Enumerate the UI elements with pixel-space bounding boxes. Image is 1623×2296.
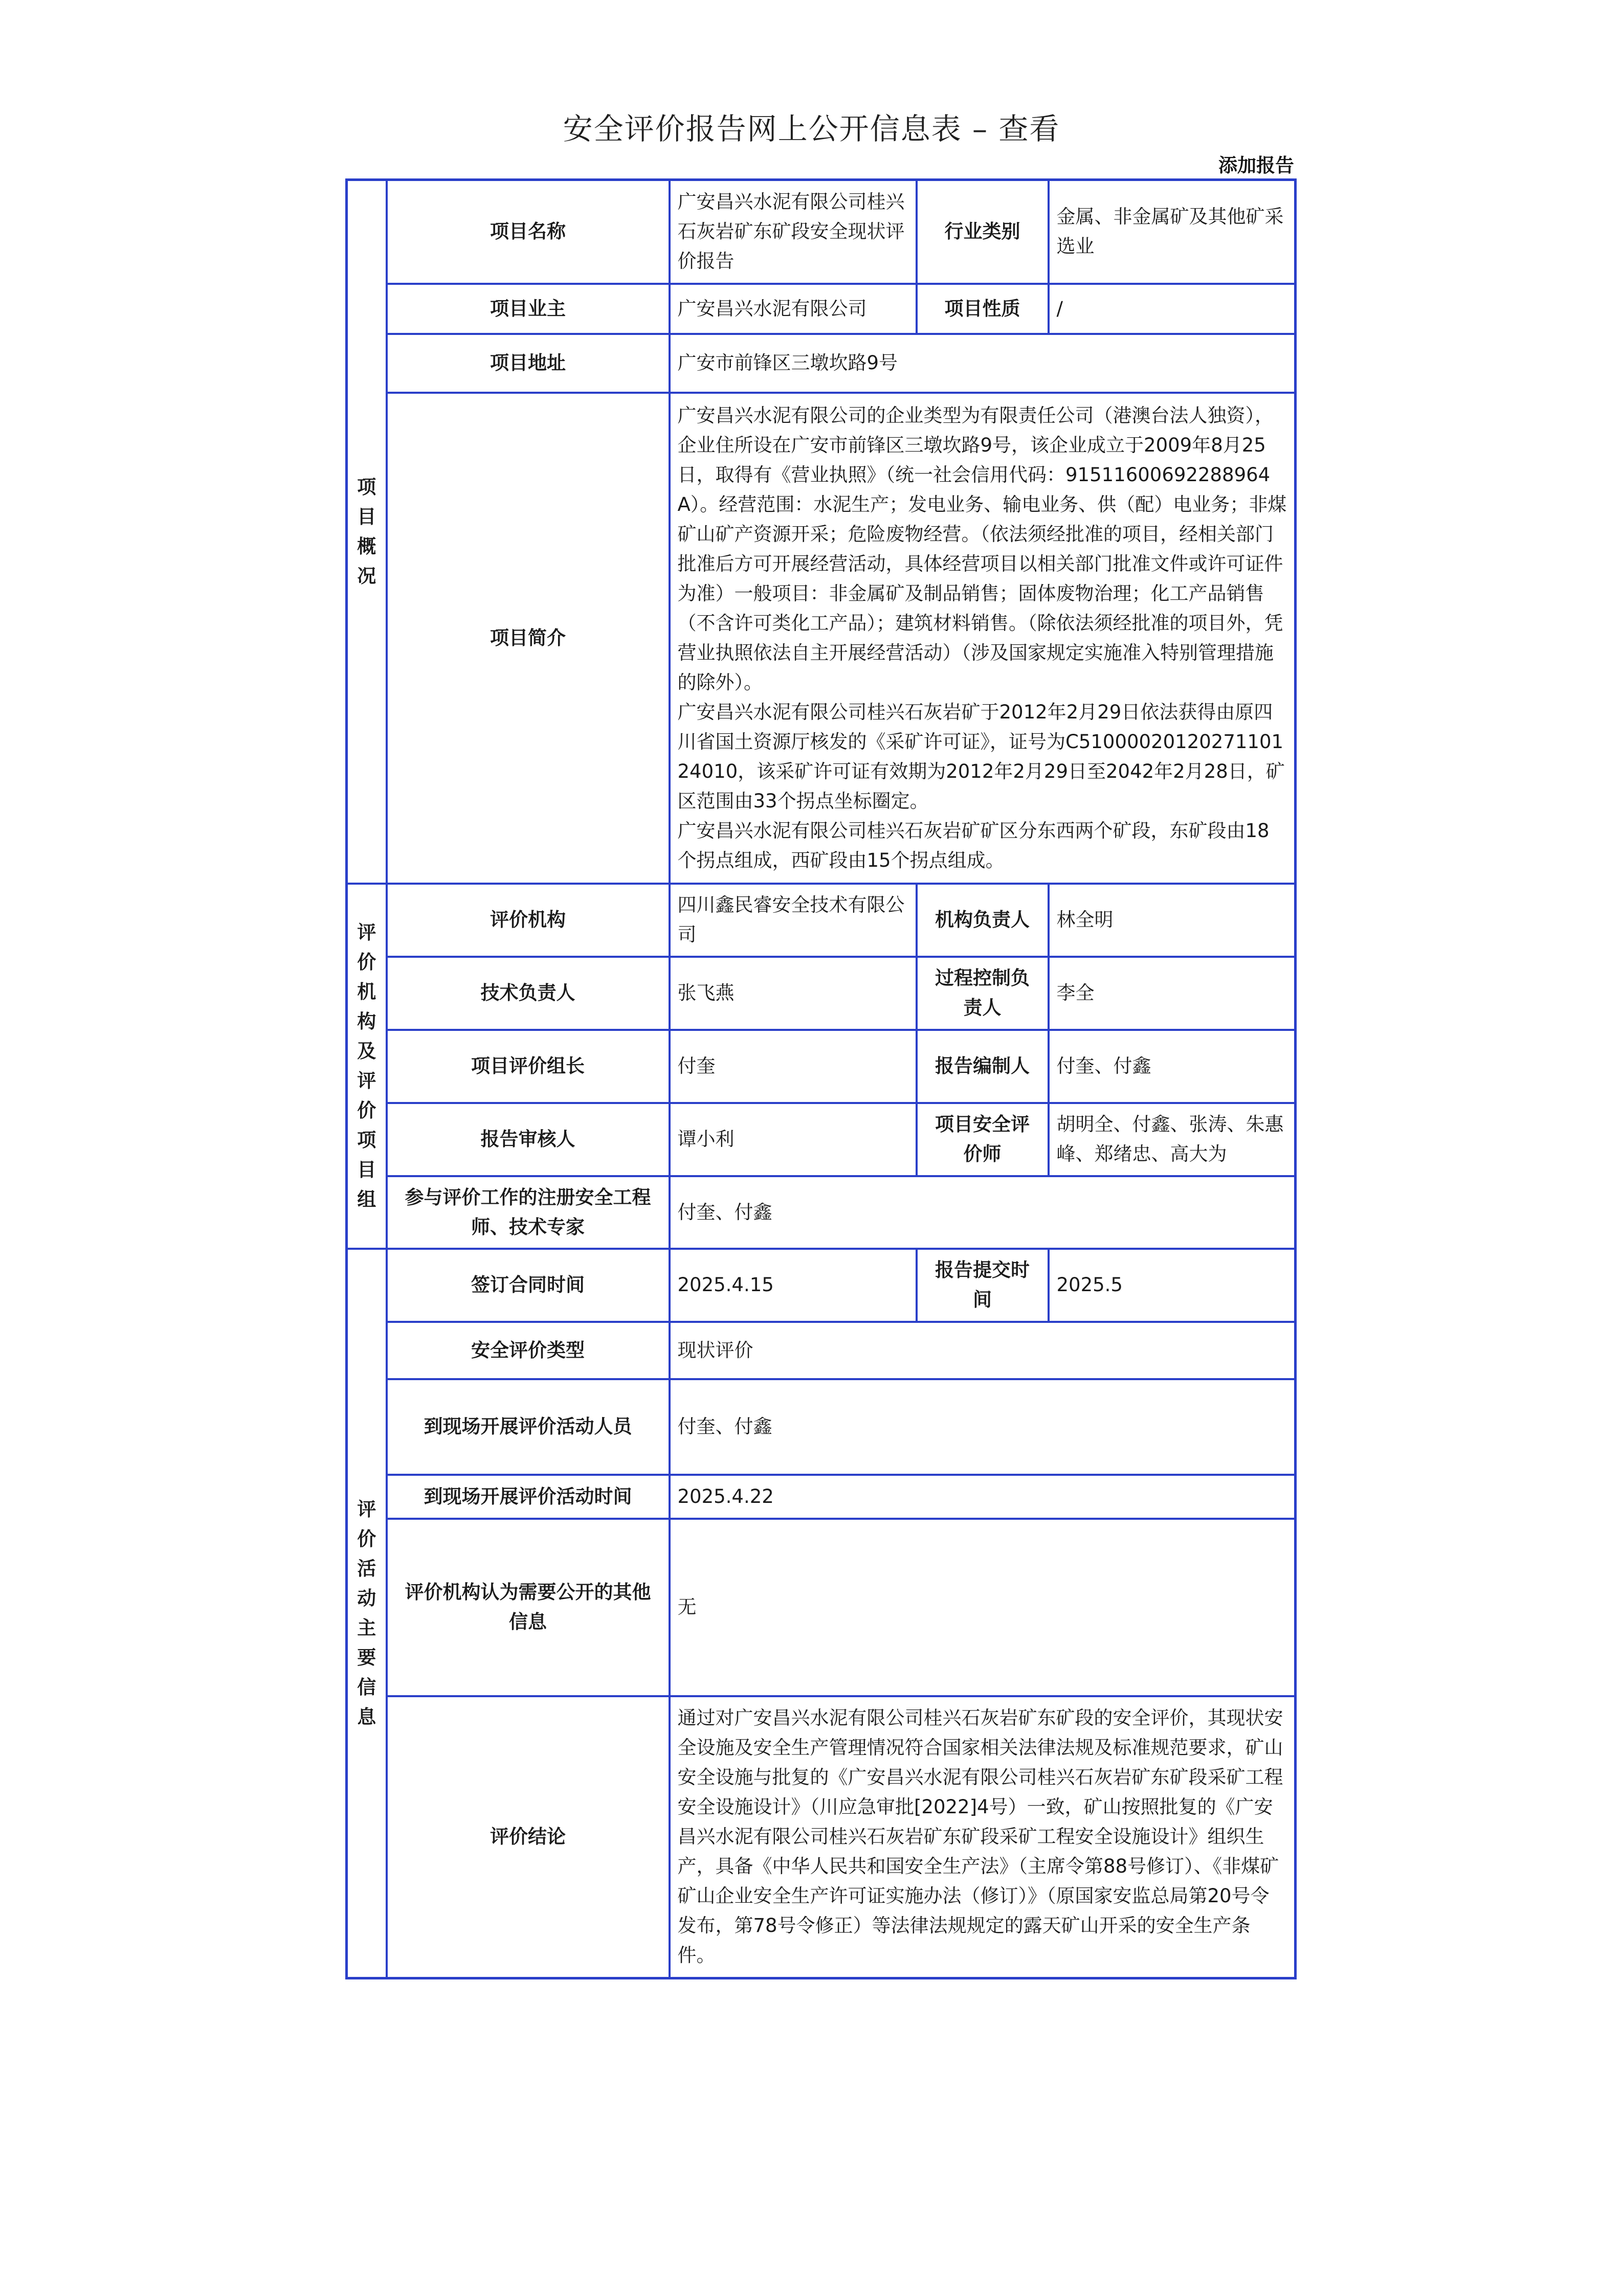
tech-lead-label: 技术负责人 <box>387 957 670 1030</box>
owner-label: 项目业主 <box>387 284 670 334</box>
intro-paragraph: 广安昌兴水泥有限公司的企业类型为有限责任公司（港澳台法人独资），企业住所设在广安市前锋区三墩坎路9号，该企业成立于2009年8月25日，取得有《营业执照》（统一社会信用代码：91511600692288964A）。经营范围：水泥生产；发电业务、输电业务、供（配）电业务；非煤矿山矿产资源开采；危险废物经营。（依法须经批准的项目，经相关部门批准后方可开展经营活动，具体经营项目以相关部门批准文件或许可证件为准）一般项目：非金属矿及制品销售；固体废物治理；化工产品销售（不含许可类化工产品）；建筑材料销售。（除依法须经批准的项目外，凭营业执照依法自主开展经营活动）（涉及国家规定实施准入特别管理措施的除外）。 <box>677 404 1287 693</box>
info-table <box>345 178 1297 1979</box>
org-value: 四川鑫民睿安全技术有限公司 <box>670 884 917 957</box>
tech-lead-value: 张飞燕 <box>670 957 917 1030</box>
site-staff-label: 到现场开展评价活动人员 <box>387 1379 670 1475</box>
intro-label: 项目简介 <box>387 393 670 884</box>
experts-label: 参与评价工作的注册安全工程师、技术专家 <box>387 1176 670 1249</box>
org-head-label: 机构负责人 <box>917 884 1049 957</box>
address-label: 项目地址 <box>387 334 670 393</box>
site-staff-value: 付奎、付鑫 <box>670 1379 1296 1475</box>
row-site-staff <box>347 1379 1296 1475</box>
reviewer-value: 谭小利 <box>670 1103 917 1176</box>
experts-value: 付奎、付鑫 <box>670 1176 1296 1249</box>
section-overview <box>347 180 387 884</box>
org-head-value: 林全明 <box>1049 884 1296 957</box>
process-lead-label: 过程控制负责人 <box>917 957 1049 1030</box>
compiler-label: 报告编制人 <box>917 1030 1049 1103</box>
row-site-date <box>347 1475 1296 1519</box>
evaluators-value: 胡明全、付鑫、张涛、朱惠峰、郑绪忠、高大为 <box>1049 1103 1296 1176</box>
row-contract-date <box>347 1249 1296 1322</box>
row-intro <box>347 393 1296 884</box>
row-reviewer <box>347 1103 1296 1176</box>
project-name-label: 项目名称 <box>387 180 670 284</box>
other-info-label: 评价机构认为需要公开的其他信息 <box>387 1519 670 1696</box>
row-conclusion <box>347 1696 1296 1978</box>
owner-value: 广安昌兴水泥有限公司 <box>670 284 917 334</box>
section-activity-label: 评价活动主要信息 <box>357 1498 376 1728</box>
section-org-team <box>347 884 387 1249</box>
row-owner <box>347 284 1296 334</box>
industry-value: 金属、非金属矿及其他矿采选业 <box>1049 180 1296 284</box>
compiler-value: 付奎、付鑫 <box>1049 1030 1296 1103</box>
site-date-label: 到现场开展评价活动时间 <box>387 1475 670 1519</box>
row-address <box>347 334 1296 393</box>
submit-date-value: 2025.5 <box>1049 1249 1296 1322</box>
reviewer-label: 报告审核人 <box>387 1103 670 1176</box>
add-report-link[interactable]: 添加报告 <box>1218 154 1294 176</box>
intro-paragraph: 广安昌兴水泥有限公司桂兴石灰岩矿矿区分东西两个矿段，东矿段由18个拐点组成，西矿段由15个拐点组成。 <box>677 819 1270 871</box>
nature-value: / <box>1049 284 1296 334</box>
process-lead-value: 李全 <box>1049 957 1296 1030</box>
team-leader-value: 付奎 <box>670 1030 917 1103</box>
address-value: 广安市前锋区三墩坎路9号 <box>670 334 1296 393</box>
section-activity <box>347 1249 387 1978</box>
eval-type-label: 安全评价类型 <box>387 1322 670 1379</box>
team-leader-label: 项目评价组长 <box>387 1030 670 1103</box>
row-team-leader <box>347 1030 1296 1103</box>
page-title: 安全评价报告网上公开信息表 – 查看 <box>563 111 1060 146</box>
nature-label: 项目性质 <box>917 284 1049 334</box>
intro-value <box>670 393 1296 884</box>
industry-label: 行业类别 <box>917 180 1049 284</box>
row-experts <box>347 1176 1296 1249</box>
intro-paragraph: 广安昌兴水泥有限公司桂兴石灰岩矿于2012年2月29日依法获得由原四川省国土资源厅核发的《采矿许可证》，证号为C5100002012027110124010，该采矿许可证有效期为2012年2月29日至2042年2月28日，矿区范围由33个拐点坐标圈定。 <box>677 701 1285 812</box>
section-overview-label: 项目概况 <box>357 476 376 587</box>
org-label: 评价机构 <box>387 884 670 957</box>
contract-date-label: 签订合同时间 <box>387 1249 670 1322</box>
row-tech-lead <box>347 957 1296 1030</box>
row-eval-type <box>347 1322 1296 1379</box>
contract-date-value: 2025.4.15 <box>670 1249 917 1322</box>
row-other-info <box>347 1519 1296 1696</box>
conclusion-value: 通过对广安昌兴水泥有限公司桂兴石灰岩矿东矿段的安全评价，其现状安全设施及安全生产管理情况符合国家相关法律法规及标准规范要求，矿山安全设施与批复的《广安昌兴水泥有限公司桂兴石灰岩矿东矿段采矿工程安全设施设计》（川应急审批[2022]4号）一致，矿山按照批复的《广安昌兴水泥有限公司桂兴石灰岩矿东矿段采矿工程安全设施设计》组织生产，具备《中华人民共和国安全生产法》（主席令第88号修订）、《非煤矿矿山企业安全生产许可证实施办法（修订）》（原国家安监总局第20号令发布，第78号令修正）等法律法规规定的露天矿山开采的安全生产条件。 <box>670 1696 1296 1978</box>
other-info-value: 无 <box>670 1519 1296 1696</box>
section-org-team-label: 评价机构及评价项目组 <box>357 921 376 1210</box>
row-org <box>347 884 1296 957</box>
evaluators-label: 项目安全评价师 <box>917 1103 1049 1176</box>
project-name-value: 广安昌兴水泥有限公司桂兴石灰岩矿东矿段安全现状评价报告 <box>670 180 917 284</box>
eval-type-value: 现状评价 <box>670 1322 1296 1379</box>
submit-date-label: 报告提交时间 <box>917 1249 1049 1322</box>
site-date-value: 2025.4.22 <box>670 1475 1296 1519</box>
conclusion-label: 评价结论 <box>387 1696 670 1978</box>
row-project-name <box>347 180 1296 284</box>
